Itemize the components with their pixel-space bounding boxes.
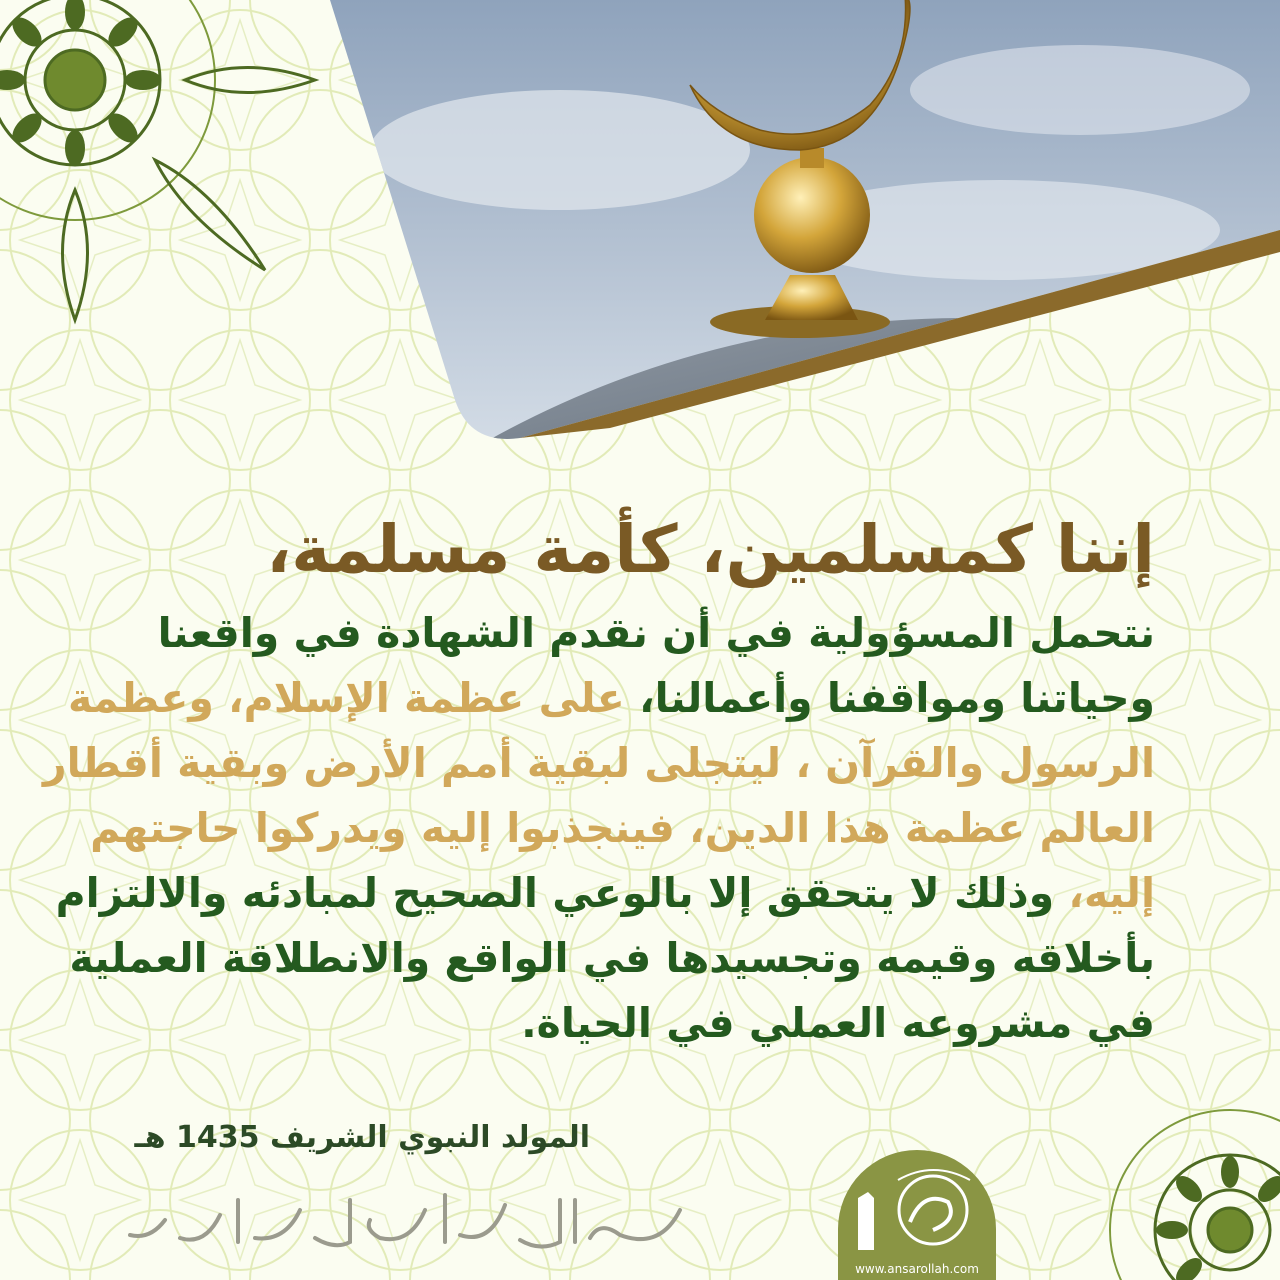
quote-line-2-highlight: على عظمة الإسلام، وعظمة xyxy=(68,674,625,722)
quote-line-3: الرسول والقرآن ، ليتجلى لبقية أمم الأرض وبقية أقطار xyxy=(43,739,1155,787)
quote-body xyxy=(43,601,1155,1056)
mandala-ornament-icon xyxy=(0,0,360,360)
quote-line-6: بأخلاقه وقيمه وتجسيدها في الواقع والانطلاقة العملية xyxy=(69,934,1155,982)
quote-line-7: في مشروعه العملي في الحياة. xyxy=(521,999,1155,1047)
headline: إننا كمسلمين، كأمة مسلمة، xyxy=(266,511,1155,588)
quote-line-2 xyxy=(68,666,1155,731)
quote-line-5-green: وذلك لا يتحقق إلا بالوعي الصحيح لمبادئه والالتزام xyxy=(55,869,1055,917)
ansarollah-logo-badge xyxy=(838,1150,996,1280)
occasion-date: المولد النبوي الشريف 1435 هـ xyxy=(134,1120,590,1155)
mandala-ornament-icon xyxy=(1080,1080,1280,1280)
quote-line-1: نتحمل المسؤولية في أن نقدم الشهادة في واقعنا xyxy=(157,609,1155,657)
logo-website-url: www.ansarollah.com xyxy=(855,1262,979,1276)
logo-emblem-icon xyxy=(838,1150,996,1265)
quote-line-4: العالم عظمة هذا الدين، فينجذبوا إليه ويدركوا حاجتهم xyxy=(90,804,1155,852)
quote-line-5-highlight: إليه، xyxy=(1068,869,1155,917)
quote-line-5 xyxy=(55,861,1155,926)
quote-line-2-green: وحياتنا ومواقفنا وأعمالنا، xyxy=(639,674,1155,722)
quote-text-block xyxy=(43,505,1155,1056)
calligraphy-signature xyxy=(120,1180,700,1260)
finial-sphere xyxy=(754,157,870,273)
